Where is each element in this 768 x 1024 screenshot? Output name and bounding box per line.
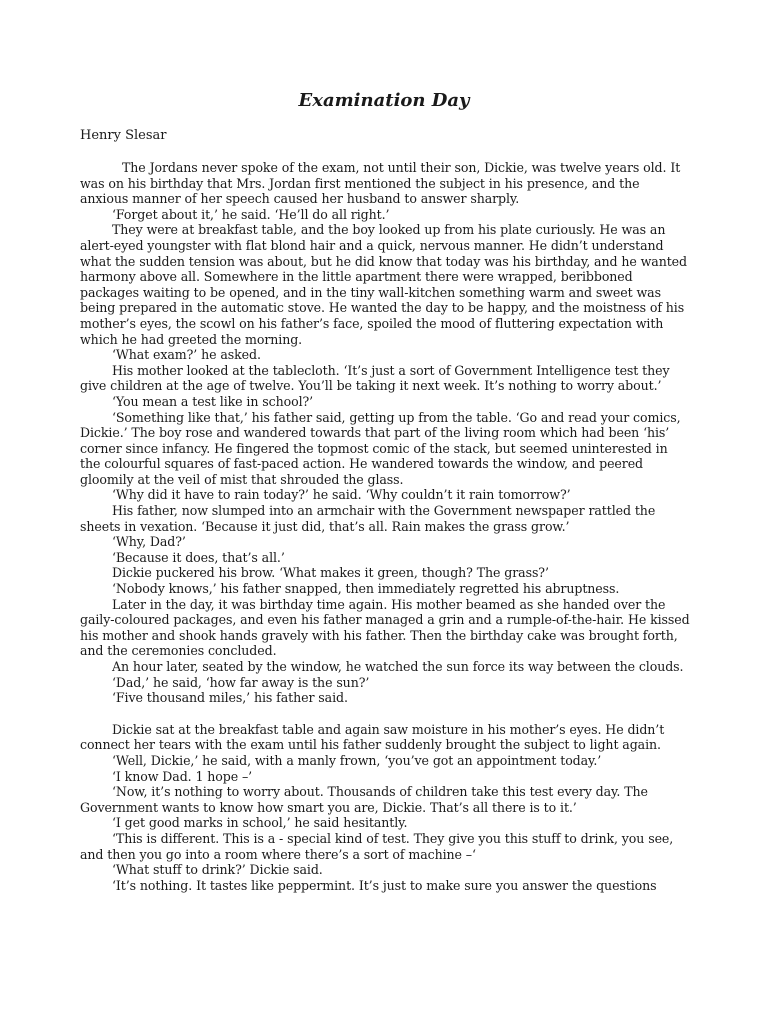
paragraph: ‘Something like that,’ his father said, getting up from the table. ‘Go and read your comics, Dickie.’ The boy rose and wandered towards that part of the living room which had been ‘his’ corner since infancy. He fingered the topmost comic of the stack, but seemed uninterested in the colourful squares of fast-paced action. He wandered towards the window, and peered gloomily at the veil of mist that shrouded the glass. [80,409,681,487]
paragraph: ‘Five thousand miles,’ his father said. [112,690,348,706]
paragraph: ‘Why did it have to rain today?’ he said. ‘Why couldn’t it rain tomorrow?’ [112,487,571,503]
paragraph: ‘It’s nothing. It tastes like peppermint. It’s just to make sure you answer the questions [112,877,657,893]
document-author: Henry Slesar [80,128,167,143]
paragraph: ‘Now, it’s nothing to worry about. Thousands of children take this test every day. The Government wants to know how smart you are, Dickie. That’s all there is to it.’ [80,784,648,815]
paragraph: ‘Well, Dickie,’ he said, with a manly frown, ‘you’ve got an appointment today.’ [112,752,602,768]
paragraph: ‘Because it does, that’s all.’ [112,549,285,565]
paragraph: ‘What exam?’ he asked. [112,347,261,363]
paragraph: ‘I know Dad. 1 hope –’ [112,768,253,784]
paragraph: ‘Dad,’ he said, ‘how far away is the sun?’ [112,674,370,690]
paragraph: ‘You mean a test like in school?’ [112,393,314,409]
paragraph: Dickie puckered his brow. ‘What makes it green, though? The grass?’ [112,565,549,581]
paragraph: ‘What stuff to drink?’ Dickie said. [112,862,323,878]
paragraph: ‘Nobody knows,’ his father snapped, then immediately regretted his abruptness. [112,581,620,597]
paragraph: ‘I get good marks in school,’ he said hesitantly. [112,815,408,831]
paragraph: ‘Why, Dad?’ [112,534,186,550]
paragraph: The Jordans never spoke of the exam, not until their son, Dickie, was twelve years old. It was on his birthday that Mrs. Jordan first mentioned the subject in his presence, and the anxious manner of her speech caused her husband to answer sharply. [80,160,681,207]
paragraph: Dickie sat at the breakfast table and again saw moisture in his mother’s eyes. He didn’t connect her tears with the exam until his father suddenly brought the subject to light again. [80,721,665,753]
paragraph: An hour later, seated by the window, he watched the sun force its way between the clouds. [112,659,684,674]
paragraph: ‘Forget about it,’ he said. ‘He’ll do all right.’ [112,206,390,222]
paragraph: His mother looked at the tablecloth. ‘It’s just a sort of Government Intelligence test they give children at the age of twelve. You’ll be taking it next week. It’s nothing to worry about.’ [80,362,670,394]
paragraph: Later in the day, it was birthday time again. His mother beamed as she handed over the gaily-coloured packages, and even his father managed a grin and a rumple-of-the-hair. He kissed his mother and shook hands gravely with his father. Then the birthday cake was brought forth, and the ceremonies concluded. [80,596,690,659]
paragraph: His father, now slumped into an armchair with the Government newspaper rattled the sheets in vexation. ‘Because it just did, that’s all. Rain makes the grass grow.’ [80,503,656,534]
paragraph: They were at breakfast table, and the boy looked up from his plate curiously. He was an alert-eyed youngster with flat blond hair and a quick, nervous manner. He didn’t understand what the sudden tension was about, but he did know that today was his birthday, and he wanted harmony above all. Somewhere in the little apartment there were wrapped, beribboned packages waiting to be opened, and in the tiny wall-kitchen something warm and sweet was being prepared in the automatic stove. He wanted the day to be happy, and the moistness of his mother’s eyes, the scowl on his father’s face, spoiled the mood of fluttering expectation with which he had greeted the morning. [80,222,687,347]
document-body [80,160,690,893]
document-title: Examination Day [298,90,470,111]
paragraph: ‘This is different. This is a - special kind of test. They give you this stuff to drink, you see, and then you go into a room where there’s a sort of machine –‘ [80,830,674,862]
